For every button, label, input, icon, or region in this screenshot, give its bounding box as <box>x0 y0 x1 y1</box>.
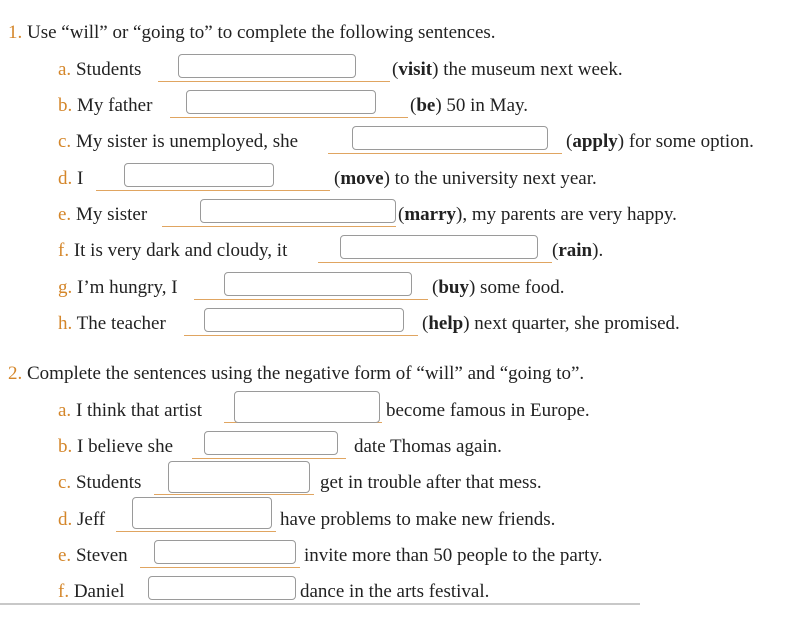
item-letter: a. <box>58 400 72 421</box>
item-letter: d. <box>58 509 73 530</box>
sentence-end: dance in the arts festival. <box>300 581 490 602</box>
item-letter: g. <box>58 277 73 298</box>
section-2-title <box>8 363 584 385</box>
item-letter: c. <box>58 472 72 493</box>
answer-underline <box>158 81 390 82</box>
sentence-end: invite more than 50 people to the party. <box>304 545 603 566</box>
answer-input-s1-a[interactable] <box>178 54 356 78</box>
item-letter: a. <box>58 59 72 80</box>
item-letter: e. <box>58 545 72 566</box>
sentence-end: to the university next year. <box>389 168 597 189</box>
sentence-start: It is very dark and cloudy, it <box>73 240 288 261</box>
answer-input-s1-e[interactable] <box>200 199 396 223</box>
sentence-end: , my parents are very happy. <box>462 204 677 225</box>
item-letter: f. <box>58 581 70 602</box>
answer-underline <box>170 117 408 118</box>
verb-hint: help <box>428 313 464 334</box>
sentence-start: Daniel <box>73 581 125 602</box>
answer-underline <box>140 567 300 568</box>
sentence-start: My sister <box>75 204 148 225</box>
sentence-start: Jeff <box>77 509 106 530</box>
verb-hint: be <box>416 95 436 116</box>
sentence-end: for some option. <box>624 131 754 152</box>
sentence-end: date Thomas again. <box>354 436 502 457</box>
bottom-divider <box>0 603 640 605</box>
sentence-end: become famous in Europe. <box>386 400 590 421</box>
answer-input-s2-f[interactable] <box>148 576 296 600</box>
sentence-start: Steven <box>75 545 128 566</box>
sentence-end: 50 in May. <box>441 95 529 116</box>
sentence-start: The teacher <box>76 313 166 334</box>
sentence-start: I’m hungry, I <box>77 277 178 298</box>
answer-input-s1-h[interactable] <box>204 308 404 332</box>
sentence-end: . <box>598 240 604 261</box>
item-letter: e. <box>58 204 72 225</box>
sentence-end: get in trouble after that mess. <box>320 472 542 493</box>
item-letter: c. <box>58 131 72 152</box>
verb-hint: move <box>340 168 384 189</box>
answer-input-s2-e[interactable] <box>154 540 296 564</box>
sentence-start: Students <box>75 59 142 80</box>
sentence-end: some food. <box>475 277 565 298</box>
verb-hint: apply <box>572 131 618 152</box>
answer-underline <box>328 153 562 154</box>
answer-input-s1-b[interactable] <box>186 90 376 114</box>
item-letter: d. <box>58 168 73 189</box>
section-1-number: 1. <box>8 22 23 43</box>
answer-input-s2-a[interactable] <box>234 391 380 423</box>
answer-underline <box>116 531 276 532</box>
item-letter: b. <box>58 95 73 116</box>
section-1-instruction: Use “will” or “going to” to complete the following sentences. <box>27 22 496 43</box>
sentence-start: My father <box>77 95 153 116</box>
answer-underline <box>96 190 330 191</box>
answer-underline <box>318 262 552 263</box>
sentence-start: Students <box>75 472 142 493</box>
verb-hint: rain <box>558 240 593 261</box>
sentence-end: have problems to make new friends. <box>280 509 556 530</box>
answer-input-s1-g[interactable] <box>224 272 412 296</box>
answer-input-s1-d[interactable] <box>124 163 274 187</box>
answer-input-s1-f[interactable] <box>340 235 538 259</box>
answer-input-s1-c[interactable] <box>352 126 548 150</box>
section-2-number: 2. <box>8 363 23 384</box>
answer-underline <box>184 335 418 336</box>
verb-hint: visit <box>398 59 433 80</box>
verb-hint: marry <box>404 204 457 225</box>
item-letter: h. <box>58 313 73 334</box>
answer-underline <box>154 494 314 495</box>
sentence-end: the museum next week. <box>438 59 623 80</box>
worksheet: 1. Use “will” or “going to” to complete the following sentences. a. Students (visit) the museum next week. b. My father (be) 50 in May. c. My sister is unemployed, she (apply) for some option. d. I (move) to the university next year. e. My sister (marry), my parents are very happy. f. It is very dark and cloudy, it (rain). g. I’m hungry, I (buy) some food. h. The teacher (help) next quarter, she promised. 2. Complete the sentences using the negative form of “will” and “going to”. a. I think that artist become famous in Europe. b. I believe she date Thomas again. c. Students get in trouble after that mess. d. Jeff have problems to make new friends. e. Steven invite more than 50 people to the party. f. Daniel dance in the arts festival. <box>0 0 797 634</box>
answer-underline <box>192 458 346 459</box>
item-letter: f. <box>58 240 70 261</box>
sentence-start: I think that artist <box>75 400 203 421</box>
item-letter: b. <box>58 436 73 457</box>
sentence-start: My sister is unemployed, she <box>75 131 299 152</box>
section-2-instruction: Complete the sentences using the negative form of “will” and “going to”. <box>27 363 585 384</box>
answer-input-s2-d[interactable] <box>132 497 272 529</box>
sentence-end: next quarter, she promised. <box>469 313 680 334</box>
verb-hint: buy <box>438 277 469 298</box>
answer-input-s2-c[interactable] <box>168 461 310 493</box>
answer-underline <box>162 226 396 227</box>
section-1-title <box>8 22 496 44</box>
sentence-start: I <box>77 168 84 189</box>
sentence-start: I believe she <box>77 436 174 457</box>
answer-underline <box>194 299 428 300</box>
answer-input-s2-b[interactable] <box>204 431 338 455</box>
